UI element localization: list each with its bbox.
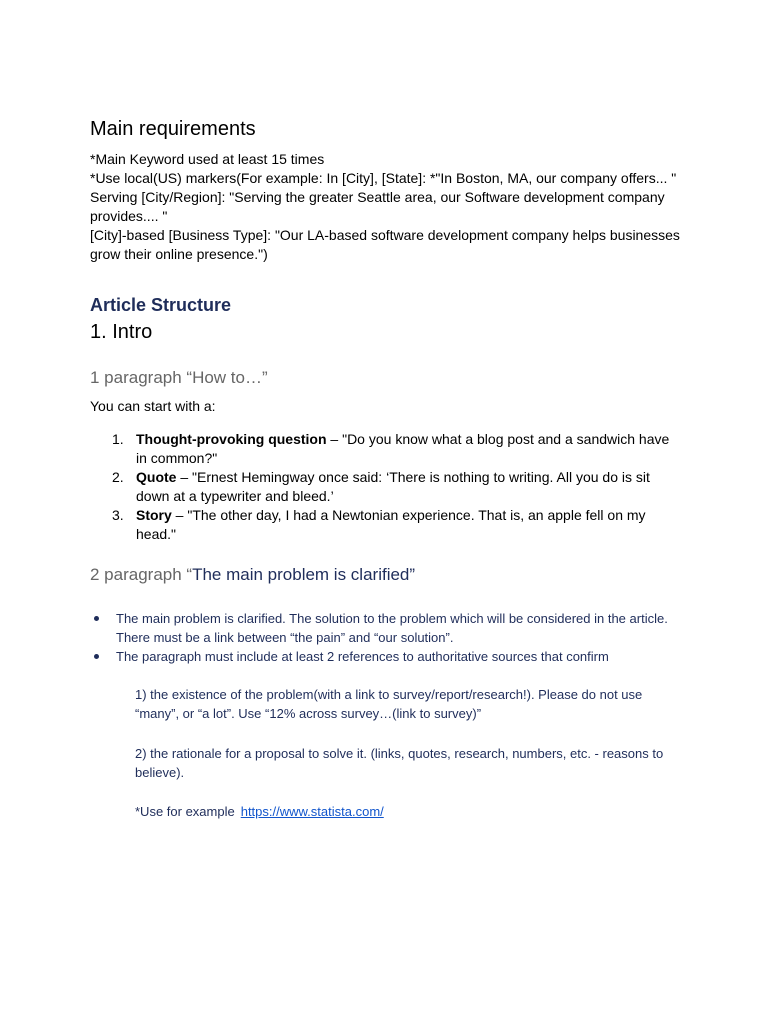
reference-point-1: 1) the existence of the problem(with a link to survey/report/research!). Please do not use “many”, or “a lot”. Use “12% across survey…(link to survey)”: [135, 687, 643, 721]
list-item-text: – "Do you know what a blog post and a sandwich have in common?": [136, 431, 670, 466]
bullet-icon: [94, 654, 99, 659]
article-structure-heading: Article Structure: [90, 295, 232, 315]
paragraph-2-heading-main: The main problem is clarified”: [192, 565, 416, 584]
paragraph-1-heading: 1 paragraph “How to…”: [90, 368, 268, 387]
requirement-line: *Main Keyword used at least 15 times: [90, 151, 325, 167]
bullet-icon: [94, 616, 99, 621]
reference-point-2: 2) the rationale for a proposal to solve it. (links, quotes, research, numbers, etc. - reasons to believe).: [135, 746, 664, 780]
bullet-text: The main problem is clarified. The solution to the problem which will be considered in the article. There must be a link between “the pain” and “our solution”.: [116, 611, 668, 645]
list-number: 1.: [112, 431, 124, 447]
statista-link[interactable]: https://www.statista.com/: [240, 804, 384, 819]
list-item: [112, 506, 682, 544]
start-with-text: You can start with a:: [90, 398, 216, 414]
paragraph-2-heading-prefix: 2 paragraph “: [90, 565, 193, 584]
list-item-title: Quote: [136, 469, 177, 485]
main-requirements-heading: Main requirements: [90, 118, 256, 140]
intro-heading: 1. Intro: [90, 321, 153, 343]
list-item: [112, 468, 682, 506]
requirement-line: [City]-based [Business Type]: "Our LA-based software development company helps businesses grow their online presence."): [90, 227, 680, 262]
example-source: [135, 802, 685, 821]
bullet-item: [90, 647, 690, 666]
problem-bullet-list: [90, 609, 690, 666]
requirement-line: Serving [City/Region]: "Serving the greater Seattle area, our Software development company provides.... ": [90, 189, 665, 224]
bullet-text: The paragraph must include at least 2 references to authoritative sources that confirm: [116, 649, 609, 664]
list-item-text: – "The other day, I had a Newtonian experience. That is, an apple fell on my head.": [136, 507, 646, 542]
paragraph-2-heading: [90, 564, 415, 586]
bullet-item: [90, 609, 690, 647]
start-options-list: [112, 430, 682, 544]
list-item-text: – "Ernest Hemingway once said: ‘There is nothing to writing. All you do is sit down at a typewriter and bleed.’: [136, 469, 650, 504]
list-item-title: Thought-provoking question: [136, 431, 327, 447]
list-number: 2.: [112, 469, 124, 485]
example-source-label: *Use for example: [135, 804, 235, 819]
requirements-text: [90, 150, 682, 264]
list-item: [112, 430, 682, 468]
requirement-line: *Use local(US) markers(For example: In [City], [State]: *"In Boston, MA, our company offers... ": [90, 170, 677, 186]
list-item-title: Story: [136, 507, 172, 523]
list-number: 3.: [112, 507, 124, 523]
